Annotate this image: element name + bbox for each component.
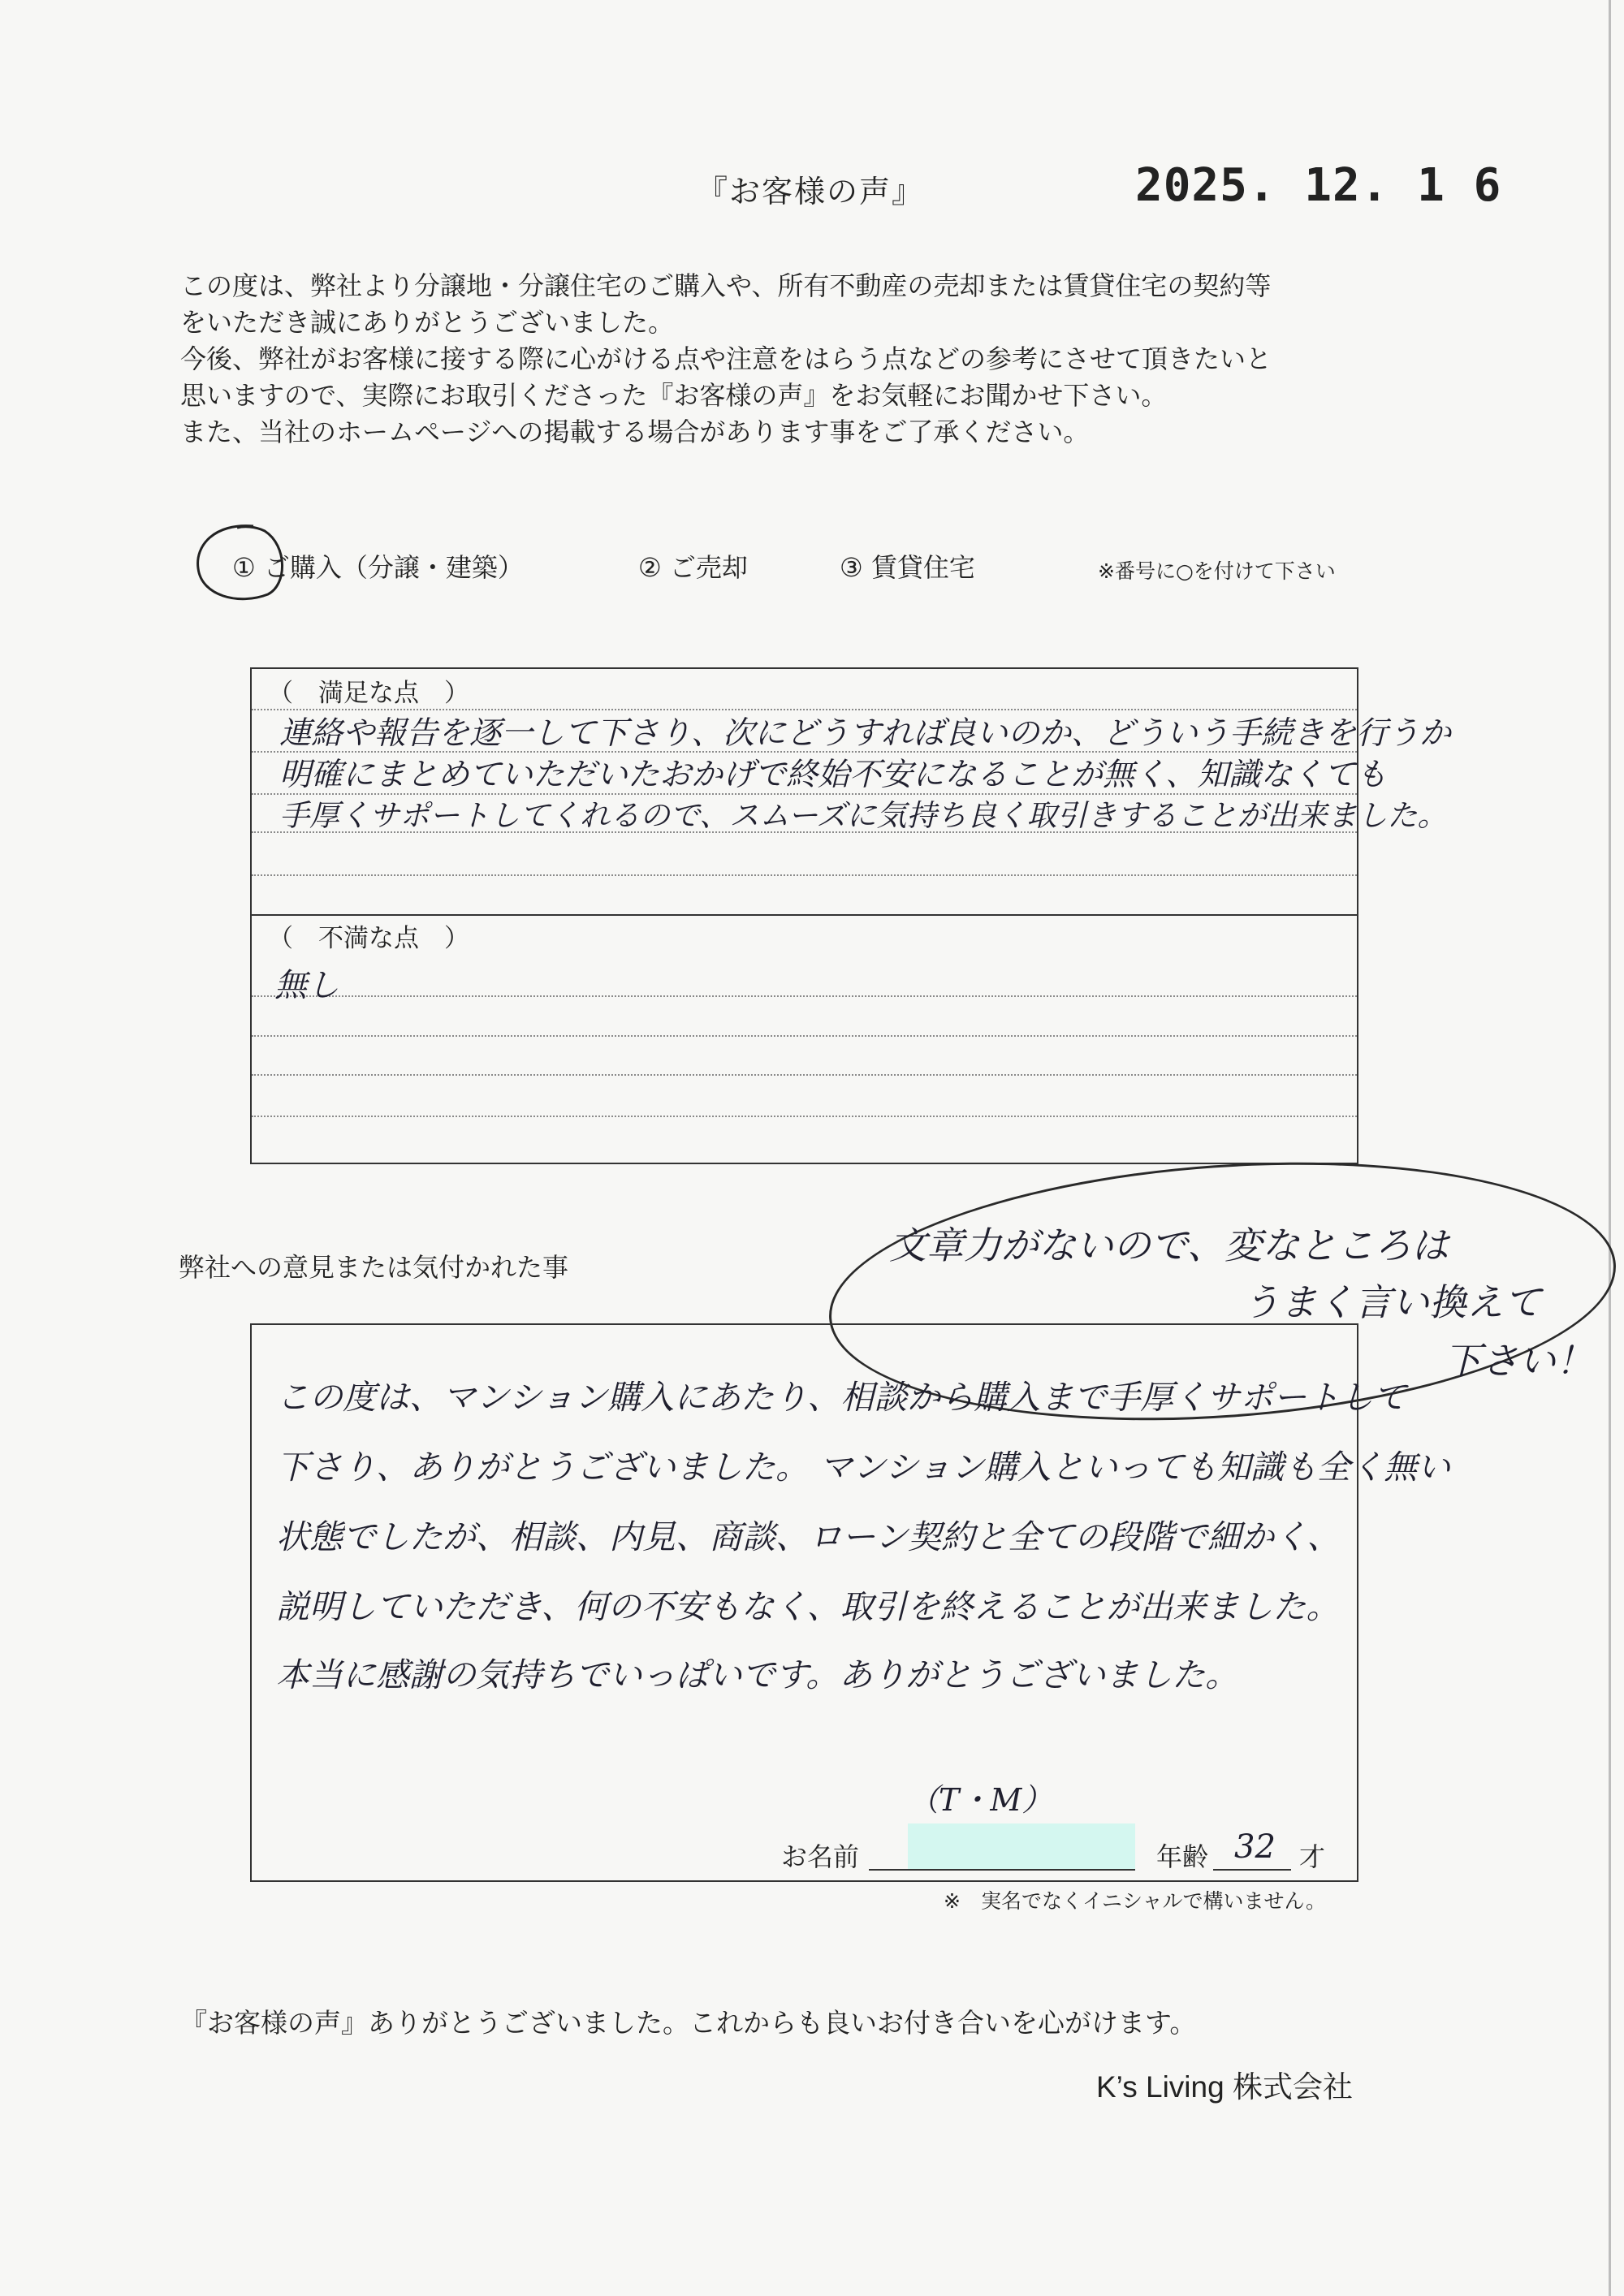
feedback-box <box>250 667 1452 1164</box>
form-title: 『お客様の声』 <box>697 174 925 209</box>
option-sale[interactable]: ② ご売却 <box>638 552 748 583</box>
opinion-text-line: 下さり、ありがとうございました。 マンション購入といっても知識も全く無い <box>276 1448 1451 1487</box>
company-name: K’s Living 株式会社 <box>1096 2070 1353 2104</box>
age-unit: 才 <box>1299 1841 1326 1872</box>
opinion-text-line: 状態でしたが、相談、内見、商談、ローン契約と全ての段階で細かく、 <box>276 1517 1341 1556</box>
option-purchase[interactable]: ① ご購入（分譲・建築） <box>232 552 524 583</box>
ruled-line <box>252 1035 1357 1037</box>
name-underline <box>869 1869 1135 1871</box>
opinion-text-line: この度は、マンション購入にあたり、相談から購入まで手厚くサポートして <box>276 1378 1407 1417</box>
opinion-text-line: 本当に感謝の気持ちでいっぱいです。ありがとうございました。 <box>276 1655 1239 1694</box>
name-label: お名前 <box>781 1841 860 1872</box>
page-edge <box>1609 0 1611 2296</box>
options-note: ※番号に○を付けて下さい <box>1098 559 1336 583</box>
intro-line: 思いますので、実際にお取引くださった『お客様の声』をお気軽にお聞かせ下さい。 <box>180 380 1168 411</box>
age-label: 年齢 <box>1156 1841 1209 1872</box>
bubble-text-line: 下さい！ <box>1444 1339 1593 1383</box>
intro-paragraph <box>180 268 1431 451</box>
form-date: 2025. 12. 1 6 <box>1135 159 1502 212</box>
satisfied-text-line: 手厚くサポートしてくれるので、スムーズに気持ち良く取引きすることが出来ました。 <box>279 798 1448 833</box>
age-underline <box>1213 1869 1291 1871</box>
intro-line: この度は、弊社より分譲地・分譲住宅のご購入や、所有不動産の売却または賃貸住宅の契約等 <box>180 270 1272 301</box>
unsatisfied-text-line: 無し <box>274 967 339 1004</box>
intro-line: また、当社のホームページへの掲載する場合があります事をご了承ください。 <box>180 416 1090 447</box>
unsatisfied-label: （ 不満な点 ） <box>268 924 469 953</box>
satisfied-text-line: 連絡や報告を逐一して下さり、次にどうすれば良いのか、どういう手続きを行うか <box>279 715 1452 752</box>
bubble-text-line: うまく言い換えて <box>1242 1280 1541 1324</box>
name-redaction <box>908 1823 1135 1869</box>
satisfied-text-line: 明確にまとめていただいたおかげで終始不安になることが無く、知識なくても <box>279 757 1388 793</box>
section-divider <box>252 914 1357 916</box>
intro-line: をいただき誠にありがとうございました。 <box>180 307 675 338</box>
ruled-line <box>252 1074 1357 1076</box>
opinion-label: 弊社への意見または気付かれた事 <box>179 1252 569 1283</box>
opinion-box <box>250 1323 1451 1882</box>
closing-thanks: 『お客様の声』ありがとうございました。これからも良いお付き合いを心がけます。 <box>180 2007 1197 2039</box>
ruled-line <box>252 995 1357 997</box>
intro-line: 今後、弊社がお客様に接する際に心がける点や注意をはらう点などの参考にさせて頂きたいと <box>180 343 1272 374</box>
initials-note: ※ 実名でなくイニシャルで構いません。 <box>944 1889 1326 1913</box>
option-rental[interactable]: ③ 賃貸住宅 <box>840 552 975 583</box>
age-value: 32 <box>1234 1828 1276 1866</box>
bubble-text-line: 文章力がないので、変なところは <box>889 1224 1449 1267</box>
ruled-line <box>252 1116 1357 1117</box>
satisfied-label: （ 満足な点 ） <box>268 679 469 708</box>
opinion-text-line: 説明していただき、何の不安もなく、取引を終えることが出来ました。 <box>276 1587 1340 1626</box>
name-initials: （T・M） <box>908 1782 1053 1818</box>
ruled-line <box>252 874 1357 876</box>
